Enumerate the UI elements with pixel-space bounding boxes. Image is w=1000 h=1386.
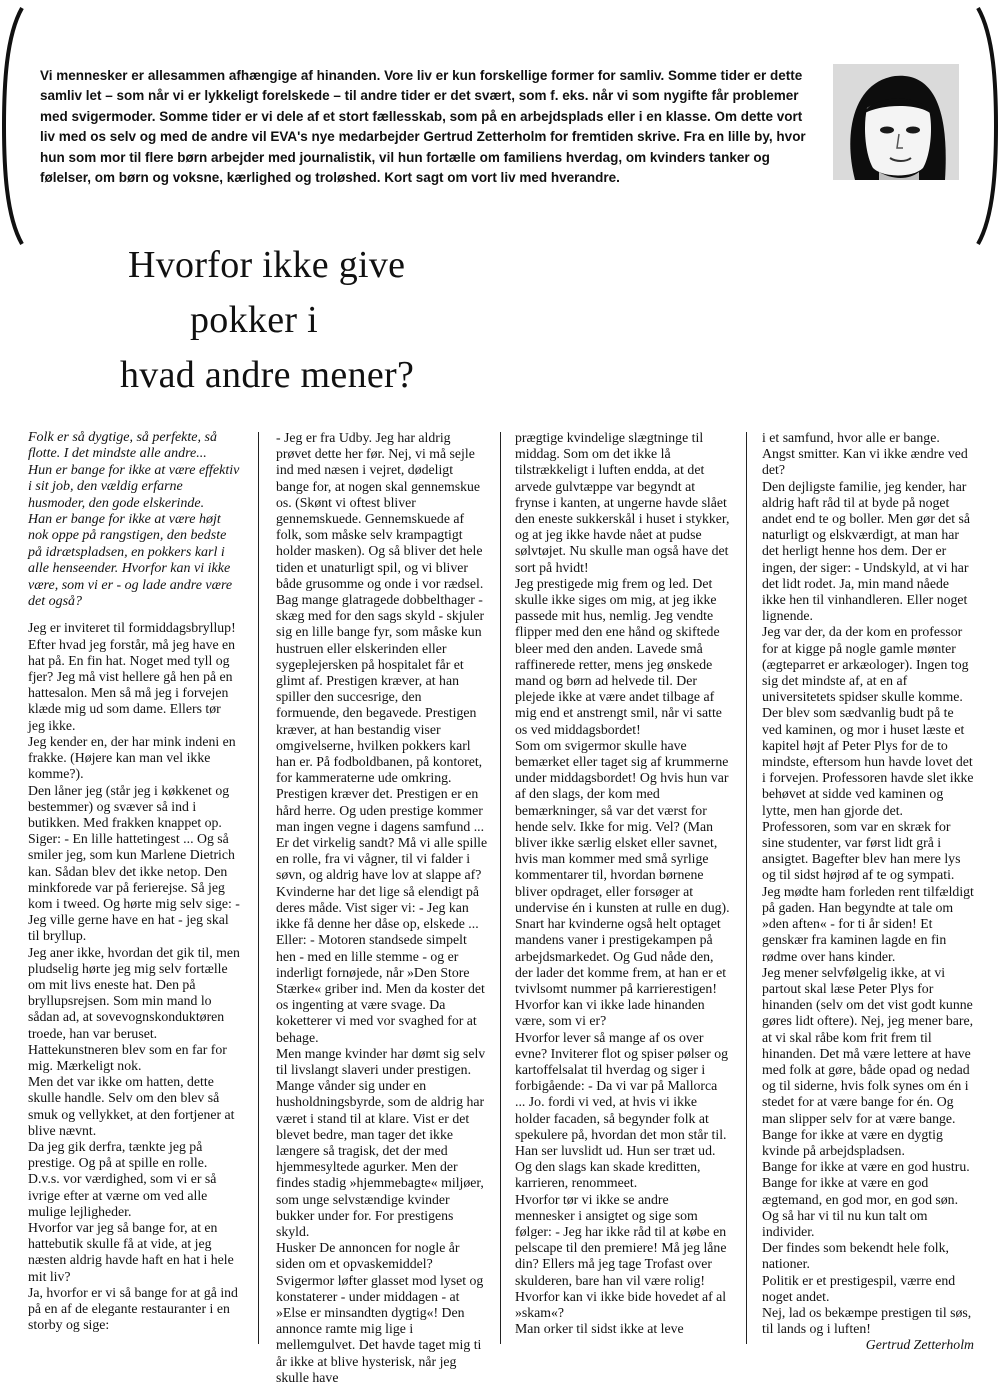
- paragraph: Hvorfor var jeg så bange for, at en hattebutik skulle få at vide, at jeg næsten aldrig havde haft en hat i hele mit liv?: [28, 1219, 234, 1284]
- paragraph: i et samfund, hvor alle er bange. Angst smitter. Kan vi ikke ændre ved det?: [762, 430, 968, 478]
- paragraph: Husker De annoncen for nogle år siden om et opvaskemiddel? Svigermor løfter glasset mod lyset og konstaterer - under middagen - at »Else er minsandten dygtig«! Den annonce ramte mig lige i mellemgulvet. Det havde taget mig ti år ikke at blive hysterisk, når jeg skulle have: [276, 1240, 484, 1385]
- article-column-1: [28, 430, 240, 1333]
- article-column-3: [515, 430, 731, 1337]
- lead-paragraph: Folk er så dygtige, så perfekte, så flotte. I det mindste alle andre...: [28, 430, 217, 462]
- paragraph: Som om svigermor skulle have bemærket eller taget sig af krummerne under middagsbordet! Og hvis hun var af den slags, der kom med bemærkninger, så var det værst for hende selv. Ikke for mig. Vel? (Man bliver ikke særlig elsket eller savnet, hvis man kommer med små syrlige kommentarer til, hvordan børnene bliver opdraget, eller forsøger at undervise én i kunsten at rulle en dug).: [515, 737, 730, 915]
- paragraph: Men det var ikke om hatten, dette skulle handle. Selv om den blev så smuk og vellykket, at den fortjener at blive nævnt.: [28, 1074, 235, 1138]
- paragraph: Den dejligste familie, jeg kender, har aldrig haft råd til at byde på noget andet end te og boller. Men gør det så naturligt og elskværdigt, at man har det herligt henne hos dem. Der er ingen, der siger: - Undskyld, at vi har det lidt rodet. Ja, min mand nåede ikke hen til vinhandleren. Eller noget lignende.: [762, 478, 971, 624]
- paragraph: Jeg kender en, der har mink indeni en frakke. (Højere kan man vel ikke komme?).: [28, 733, 236, 782]
- paragraph: Snart har kvinderne også helt optaget mandens vaner i prestigekampen på arbejdsmarkedet. Og Gud nåde den, der lader det komme frem, at han er et tvivlsomt nummer på karrierestigen! Hvorfor kan vi ikke lade hinanden være, som vi er?: [515, 916, 727, 1029]
- paragraph: Man orker til sidst ikke at leve: [515, 1321, 684, 1337]
- paragraph: Hattekunstneren blev som en far for mig. Mærkeligt nok.: [28, 1041, 227, 1073]
- paragraph: - Jeg er fra Udby. Jeg har aldrig prøvet dette her før. Nej, vi må sejle ind med næsen i vejret, dødeligt bange for, at nogen skal gennemskue os. (Skønt vi oftest bliver gennemskuede. Gennemskuede af folk, som måske selv krampagtigt holder masken). Og så bliver det hele tiden et unaturligt spil, og vi bliver både grusomme og onde i vor rædsel. Bag mange glatragede dobbelthager - skæg med for den sags skyld - skjuler sig en lille bange fyr, som måske kun hustruen eller elskerinden eller sygeplejersken på hospitalet får et glimt af. Prestigen kræver, at han spiller den succesrige, den formuende, den begavede. Prestigen kræver, at han bestandig viser omgivelserne, hvilken pokkers karl han er. På fodboldbanen, på kontoret, for kammeraterne ude omkring. Prestigen kræver det. Prestigen er en hård herre. Og uden prestige kommer man ingen vegne i dagens samfund ... Er det virkelig sandt? Må vi alle spille en rolle, fra vi vågner, til vi falder i søvn, og aldrig have lov at slappe af?: [276, 430, 488, 883]
- paragraph: Efter hvad jeg forstår, må jeg have en hat på. En fin hat. Noget med tyll og fjer? Jeg må vist hellere gå hen på en hattesalon. Men så må jeg i forvejen klæde mig ud som dame. Ellers tør jeg ikke.: [28, 636, 236, 733]
- lead-paragraph: Hun er bange for ikke at være effektiv i sit job, den vældig erfarne husmoder, den gode elskerinde.: [28, 462, 240, 511]
- paragraph: Hvorfor lever så mange af os over evne? Inviterer flot og spiser pølser og kartoffelsalat til hverdag og siger i forbigående: - Da vi var på Mallorca ... Jo. fordi vi ved, at hvis vi ikke holder facaden, så begynder folk at spekulere på, hvordan det mon står til. Han ser luvslidt ud. Hun ser træt ud. Og den slags kan skade kreditten, karrieren, renommeet.: [515, 1029, 729, 1191]
- intro-text: Vi mennesker er allesammen afhængige af hinanden. Vore liv er kun forskellige former for samliv. Somme tider er dette samliv let – som når vi er lykkeligt forelskede – til andre tider er det svært, som f. eks. når vi som nygifte får problemer med svigermoder. Somme tider er vi dele af et stort fællesskab, som på en arbejdsplads eller i en klasse. Om dette vort liv med os selv og med de andre vil EVA's nye medarbejder Gertrud Zetterholm for fremtiden skrive. Fra en lille by, hvor hun som mor til flere børn arbejder med journalistik, vil hun fortælle om familiens hverdag, om kvinders tanker og følelser, om børn og voksne, kærlighed og troløshed. Kort sagt om vort liv med hverandre.: [40, 67, 806, 185]
- headline-line-3: hvad andre mener?: [120, 354, 415, 396]
- paragraph: Jeg var der, da der kom en professor for at kigge på nogle gamle mønter (ægteparret er arkæologer). Ingen tog sig det mindste af, at en af universitetets spidser skulle komme. Der blev som sædvanlig budt på te ved kaminen, og mor i huset læste et kapitel højt af Peter Plys for de to mindste, eftersom hun havde lovet det i forvejen. Professoren havde slet ikke behøvet at sidde ved kaminen og lytte, men han gjorde det. Professoren, som var en skræk for sine studenter, var først lidt grå i ansigtet. Bagefter blev han mere lys og til sidst højrød af te og sympati. Jeg mødte ham forleden rent tilfældigt på gaden. Han begyndte at tale om »den aften« - for ti år siden! Et genskær fra kaminen lagde en fin rødme over hans kinder.: [762, 624, 974, 964]
- paragraph: Bange for ikke at være en god ægtemand, en god mor, en god søn.: [762, 1175, 959, 1207]
- paragraph: Jeg mener selvfølgelig ikke, at vi partout skal læse Peter Plys for hinanden (selv om det vist godt kunne gøres lidt oftere). Nej, jeg mener bare, at vi skal råbe kom frit frem til hinanden. Det må være lettere at have med folk at gøre, både opad og nedad og til siderne, hvis folk synes om én i stedet for at være bange for én. Og man slipper selv for at være bange.: [762, 964, 974, 1126]
- article-lead: [28, 430, 240, 610]
- headline-line-1: Hvorfor ikke give: [128, 244, 406, 286]
- article-column-2: [276, 430, 488, 1386]
- headline-line-2: pokker i: [190, 299, 318, 341]
- paragraph: Der findes som bekendt hele folk, nationer.: [762, 1240, 949, 1272]
- article-column-4: [762, 430, 974, 1354]
- paragraph: Jeg prestigede mig frem og led. Det skulle ikke siges om mig, at jeg ikke passede mit hus, nemlig. Jeg vendte flipper med den ene hånd og skiftede bleer med den anden. Lavede små raffinerede retter, mens jeg ønskede mand og børn ad helvede til. Der plejede ikke at være andet tilbage af mig end et anstrengt smil, når vi satte os ved middagsbordet!: [515, 575, 722, 737]
- paragraph: prægtige kvindelige slægtninge til middag. Som om det ikke lå tilstrækkeligt i luften endda, at det arvede gulvtæppe var begyndt at frynse i kanten, at ungerne havde slået den eneste sukkerskål i huset i stykker, og at jeg ikke havde nået at pudse sølvtøjet. Nu skulle man også have det sort på hvidt!: [515, 430, 730, 575]
- lead-paragraph: Han er bange for ikke at være højt nok oppe på rangstigen, den bedste på idrætspladsen, en pokkers karl i alle henseender. Hvorfor kan vi ikke være, som vi er - og lade andre være det også?: [28, 512, 233, 610]
- paragraph: Da jeg gik derfra, tænkte jeg på prestige. Og på at spille en rolle. D.v.s. vor værdighed, som vi er så ivrige efter at værne om ved alle mulige lejligheder.: [28, 1138, 217, 1219]
- paragraph: Den låner jeg (står jeg i køkkenet og bestemmer) og svæver så ind i butikken. Med frakken knappet op. Siger: - En lille hattetingest ... Og så smiler jeg, som kun Marlene Dietrich kan. Sådan blev det ikke netop. Den minkforede var på ferierejse. Så jeg kom i tweed. Og hørte mig selv sige: - Jeg ville gerne have en hat - jeg skal til bryllup.: [28, 782, 240, 944]
- right-bracket: [974, 6, 1000, 246]
- paragraph: Politik er et prestigespil, værre end noget andet.: [762, 1272, 956, 1304]
- paragraph: Bange for ikke at være en dygtig kvinde på arbejdspladsen.: [762, 1126, 943, 1158]
- paragraph: Men mange kvinder har dømt sig selv til livslangt slaveri under prestigen. Mange vånder sig under en husholdningsbyrde, som de aldrig har været i stand til at klare. Vist er det blevet bedre, man tager det ikke længere så tragisk, det der med hjemmesyltede agurker. Men der findes stadig »hjemmebagte« miljøer, som unge selvstændige kvinder bukker under for. For prestigens skyld.: [276, 1045, 486, 1239]
- paragraph: Jeg er inviteret til formiddagsbryllup!: [28, 620, 236, 636]
- paragraph: Jeg aner ikke, hvordan det gik til, men pludselig hørte jeg mig selv fortælle om mit livs eneste hat. Den på bryllupsrejsen. Som min mand lo sådan ad, at sovevognskonduktøren troede, han var beruset.: [28, 944, 240, 1041]
- left-bracket: [0, 6, 26, 246]
- column-divider: [746, 432, 747, 1344]
- paragraph: Nej, lad os bekæmpe prestigen til søs, til lands og i luften!: [762, 1304, 972, 1337]
- author-signature: Gertrud Zetterholm: [865, 1337, 974, 1353]
- column-divider: [258, 432, 259, 1344]
- paragraph: Ja, hvorfor er vi så bange for at gå ind på en af de elegante restauranter i en storby og sige:: [28, 1284, 238, 1333]
- paragraph: Og så har vi til nu kun talt om individer.: [762, 1207, 928, 1239]
- headline: [40, 238, 520, 403]
- paragraph: Kvinderne har det lige så elendigt på deres måde. Vist siger vi: - Jeg kan ikke få denne her dåse op, elskede ... Eller: - Motoren standsede simpelt hen - med en lille stemme - og er inderligt fornøjede, når »Den Store Stærke« griber ind. Men da koster det os ingenting at være svage. Da koketterer vi med vor svaghed for at behage.: [276, 883, 485, 1045]
- paragraph: Hvorfor tør vi ikke se andre mennesker i ansigtet og sige som følger: - Jeg har ikke råd til at købe en pelscape til den premiere! Må jeg låne din? Ellers må jeg tage Trofast over skulderen, bare han vil være rolig! Hvorfor kan vi ikke bide hovedet af al »skam«?: [515, 1191, 727, 1320]
- column-divider: [500, 432, 501, 1344]
- paragraph: Bange for ikke at være en god hustru.: [762, 1159, 970, 1175]
- author-portrait: [833, 64, 959, 180]
